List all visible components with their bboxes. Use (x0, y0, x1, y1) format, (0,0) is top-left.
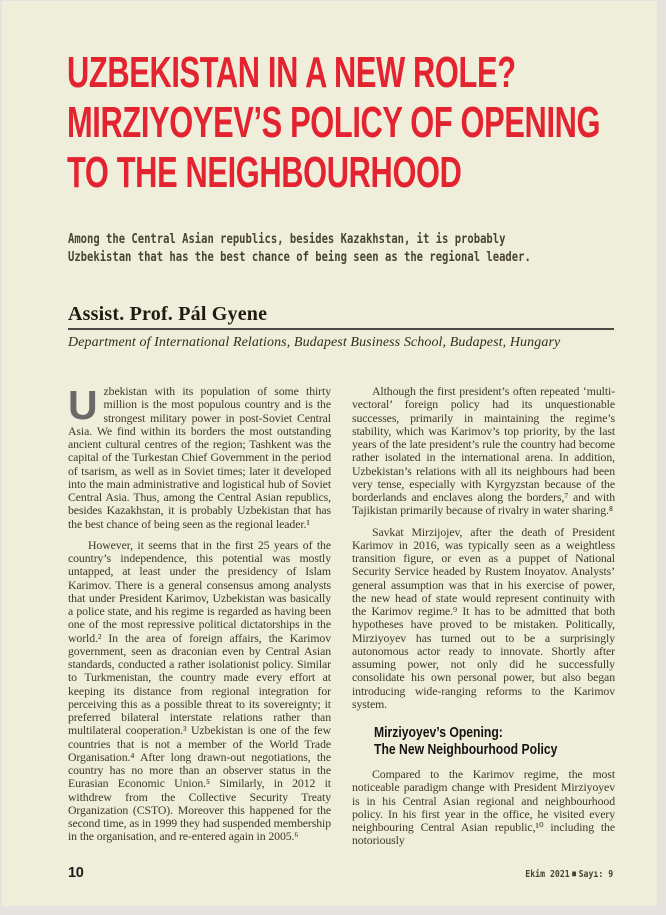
left-column-paragraph-1 (68, 382, 331, 531)
section-heading (374, 725, 615, 759)
drop-cap-letter: U (68, 382, 98, 428)
section-heading-line-2: The New Neighbourhood Policy (374, 742, 558, 758)
right-column-paragraph-1: Although the first president’s often repeated ‘multi-vectoral’ foreign policy had its unquestionable successes, primarily in maintaining the regime’s stability, which was Karimov’s top priority, by the last years of the late president’s rule the country had become rather isolated in the international arena. In addition, Uzbekistan’s relations with all its neighbours had been very tense, especially with Kyrgyzstan because of the borderlands and enclaves along the borders,⁷ and with Tajikistan primarily because of rivalry in water sharing.⁸ (352, 384, 615, 518)
right-column-paragraph-2: Savkat Mirzijojev, after the death of President Karimov in 2016, was typically seen as a weightless transition figure, or even as a puppet of National Security Service headed by Rustem Inoyatov. Analysts’ general assumption was that in his exercise of power, the new head of state would represent continuity with the Karimov regime.⁹ It has to be admitted that both hypotheses have proved to be mistaken. Politically, Mirziyoyev has turned out to be a surprisingly autonomous actor ready to innovate. Shortly after assuming power, not only did he successfully consolidate his own personal power, but also began introducing wide-ranging reforms to the Karimov system. (352, 524, 615, 711)
author-affiliation: Department of International Relations, Budapest Business School, Budapest, Hungary (68, 335, 561, 350)
article-title-line-1: UZBEKISTAN IN A NEW ROLE? (67, 48, 516, 97)
footer-issue-date: Ekim 2021 (525, 869, 570, 880)
author-name: Assist. Prof. Pál Gyene (68, 303, 268, 325)
article-body-columns (68, 382, 615, 856)
section-heading-line-1: Mirziyoyev’s Opening: (374, 725, 503, 741)
left-column-paragraph-1-text: zbekistan with its population of some thirty million is the most populous country and is the strongest military power in post-Soviet Central Asia. We find within its borders the most outstanding ancient cultural centres of the region; Tashkent was the capital of the Turkestan Chief Government in the period of tsarism, as well as in Soviet times; later it developed into the main administrative and logistical hub of Soviet Central Asia. Thus, among the Central Asian republics, besides Kazakhstan, it is probably Uzbekistan that has the best chance of being seen as the regional leader.¹ (68, 384, 331, 531)
article-title-line-2: MIRZIYOYEV’S POLICY OF OPENING (67, 98, 601, 147)
article-deck-line-1: Among the Central Asian republics, besides Kazakhstan, it is probably (68, 231, 506, 247)
author-divider-rule (68, 328, 614, 330)
footer-square-bullet-icon: ■ (572, 869, 576, 878)
footer-issue-info (525, 869, 613, 880)
left-column-paragraph-2: However, it seems that in the first 25 years of the country’s independence, this potential was mostly untapped, at least under the presidency of Islam Karimov. There is a general consensus among analysts that under President Karimov, Uzbekistan was basically a police state, and his regime is regarded as having been one of the most repressive political dictatorships in the world.² In the area of foreign affairs, the Karimov government, seen as draconian even by Central Asian standards, conducted a rather isolationist policy. Similar to Turkmenistan, the country made every effort at keeping its distance from regional integration for perceiving this as a possible threat to its sovereignty; it preferred bilateral interstate relations rather than multilateral cooperation.³ Uzbekistan is one of the few countries that is not a member of the World Trade Organisation.⁴ After long drawn-out negotiations, the country has no more than an observer status in the Eurasian Economic Union.⁵ Similarly, in 2012 it withdrew from the Collective Security Treaty Organization (CSTO). Moreover this happened for the second time, as in 1999 they had suspended membership in the organisation, and re-entered again in 2005.⁶ (68, 537, 331, 844)
article-deck (68, 230, 661, 266)
article-title (67, 48, 666, 198)
article-title-line-3: TO THE NEIGHBOURHOOD (67, 148, 462, 197)
right-column (352, 385, 615, 856)
left-column (68, 382, 331, 856)
article-deck-line-2: Uzbekistan that has the best chance of being seen as the regional leader. (68, 249, 531, 265)
footer-page-number: 10 (68, 865, 84, 881)
footer-issue-number: Sayı: 9 (578, 869, 613, 880)
article-page (2, 1, 657, 906)
right-column-paragraph-3: Compared to the Karimov regime, the most noticeable paradigm change with President Mirziyoyev is in his Central Asian regional and neighbourhood policy. In his first year in the office, he visited every neighbouring Central Asian republic,¹⁰ including the notoriously (352, 767, 615, 848)
